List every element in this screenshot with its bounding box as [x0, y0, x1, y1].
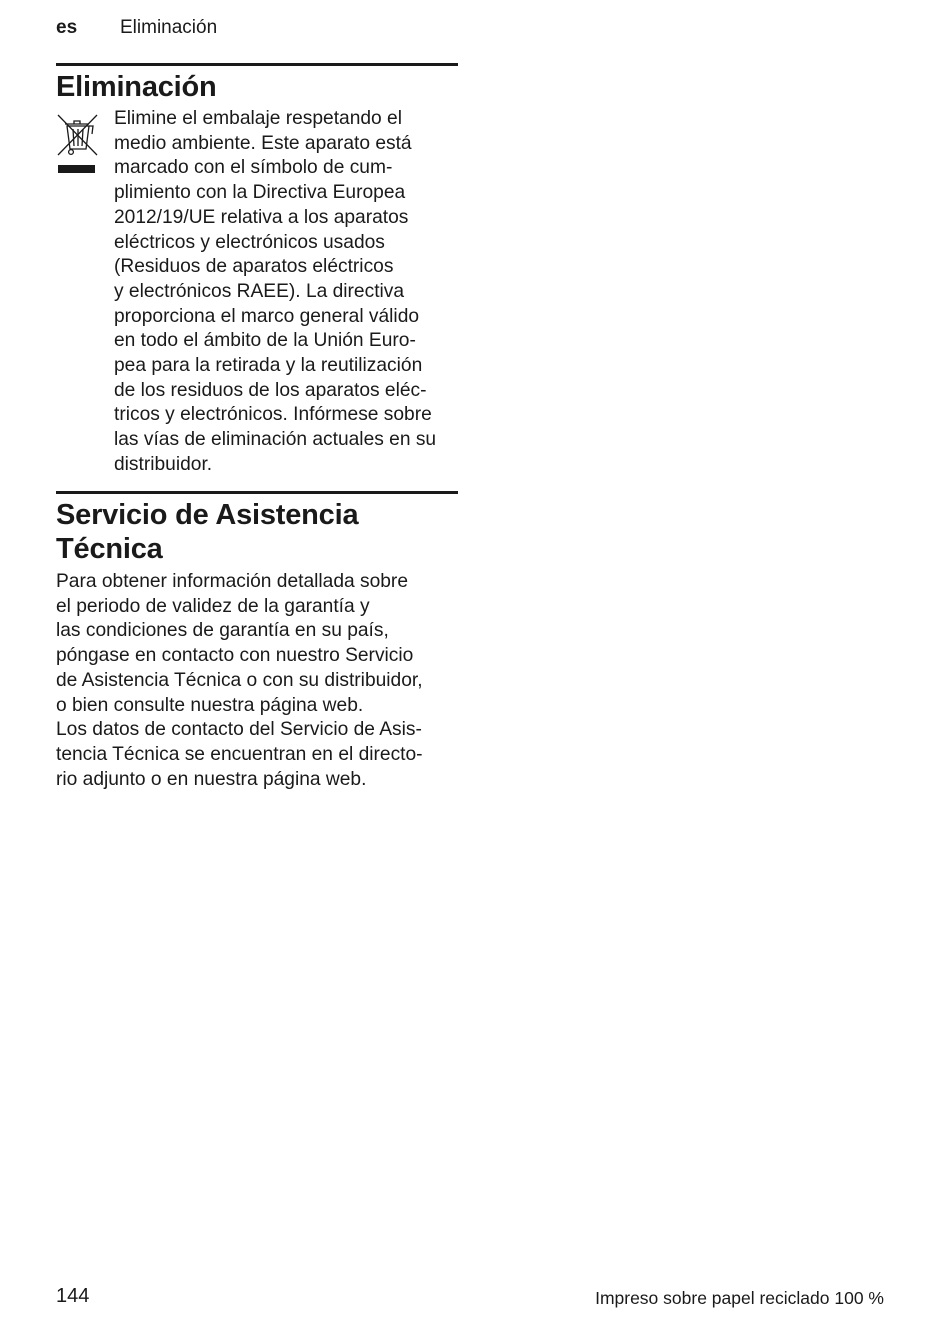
paragraph-line: distribuidor.	[114, 453, 213, 475]
section-divider	[56, 63, 458, 66]
section-divider	[56, 491, 458, 494]
paragraph-line: las condiciones de garantía en su país,	[56, 620, 389, 642]
paragraph-line: en todo el ámbito de la Unión Euro-	[114, 330, 416, 352]
header-section-title: Eliminación	[120, 17, 218, 38]
page-number: 144	[56, 1285, 90, 1307]
paragraph-line: el periodo de validez de la garantía y	[56, 595, 370, 617]
service-heading	[56, 498, 358, 566]
paragraph-line: tencia Técnica se encuentran en el directo-	[56, 743, 423, 765]
paragraph-line: (Residuos de aparatos eléctricos	[114, 256, 394, 278]
language-code: es	[56, 17, 78, 38]
paragraph-line: pea para la retirada y la reutilización	[114, 355, 423, 377]
paragraph-line: medio ambiente. Este aparato está	[114, 132, 412, 154]
disposal-paragraph	[114, 107, 436, 478]
paragraph-line: y electrónicos RAEE). La directiva	[114, 280, 405, 302]
paragraph-line: póngase en contacto con nuestro Servicio	[56, 645, 414, 667]
paragraph-line: o bien consulte nuestra página web.	[56, 694, 364, 716]
paragraph-line: plimiento con la Directiva Europea	[114, 182, 406, 204]
recycled-paper-note: Impreso sobre papel reciclado 100 %	[595, 1288, 884, 1308]
paragraph-line: proporciona el marco general válido	[114, 305, 420, 327]
service-paragraph	[56, 570, 423, 792]
paragraph-line: marcado con el símbolo de cum-	[114, 157, 393, 179]
service-heading-line: Servicio de Asistencia	[56, 499, 359, 531]
paragraph-line: Los datos de contacto del Servicio de Asis-	[56, 719, 422, 741]
paragraph-line: Para obtener información detallada sobre	[56, 571, 408, 592]
paragraph-line: 2012/19/UE relativa a los aparatos	[114, 206, 409, 228]
running-header	[56, 16, 217, 40]
paragraph-line: Elimine el embalaje respetando el	[114, 108, 402, 129]
paragraph-line: eléctricos y electrónicos usados	[114, 231, 385, 253]
service-heading-line: Técnica	[56, 533, 163, 565]
crossed-out-wheelie-bin-icon	[56, 112, 100, 178]
paragraph-line: rio adjunto o en nuestra página web.	[56, 768, 367, 790]
paragraph-line: tricos y electrónicos. Infórmese sobre	[114, 404, 432, 426]
paragraph-line: de los residuos de los aparatos eléc-	[114, 379, 427, 401]
paragraph-line: las vías de eliminación actuales en su	[114, 429, 437, 451]
disposal-heading: Eliminación	[56, 71, 217, 103]
paragraph-line: de Asistencia Técnica o con su distribuidor,	[56, 669, 423, 691]
